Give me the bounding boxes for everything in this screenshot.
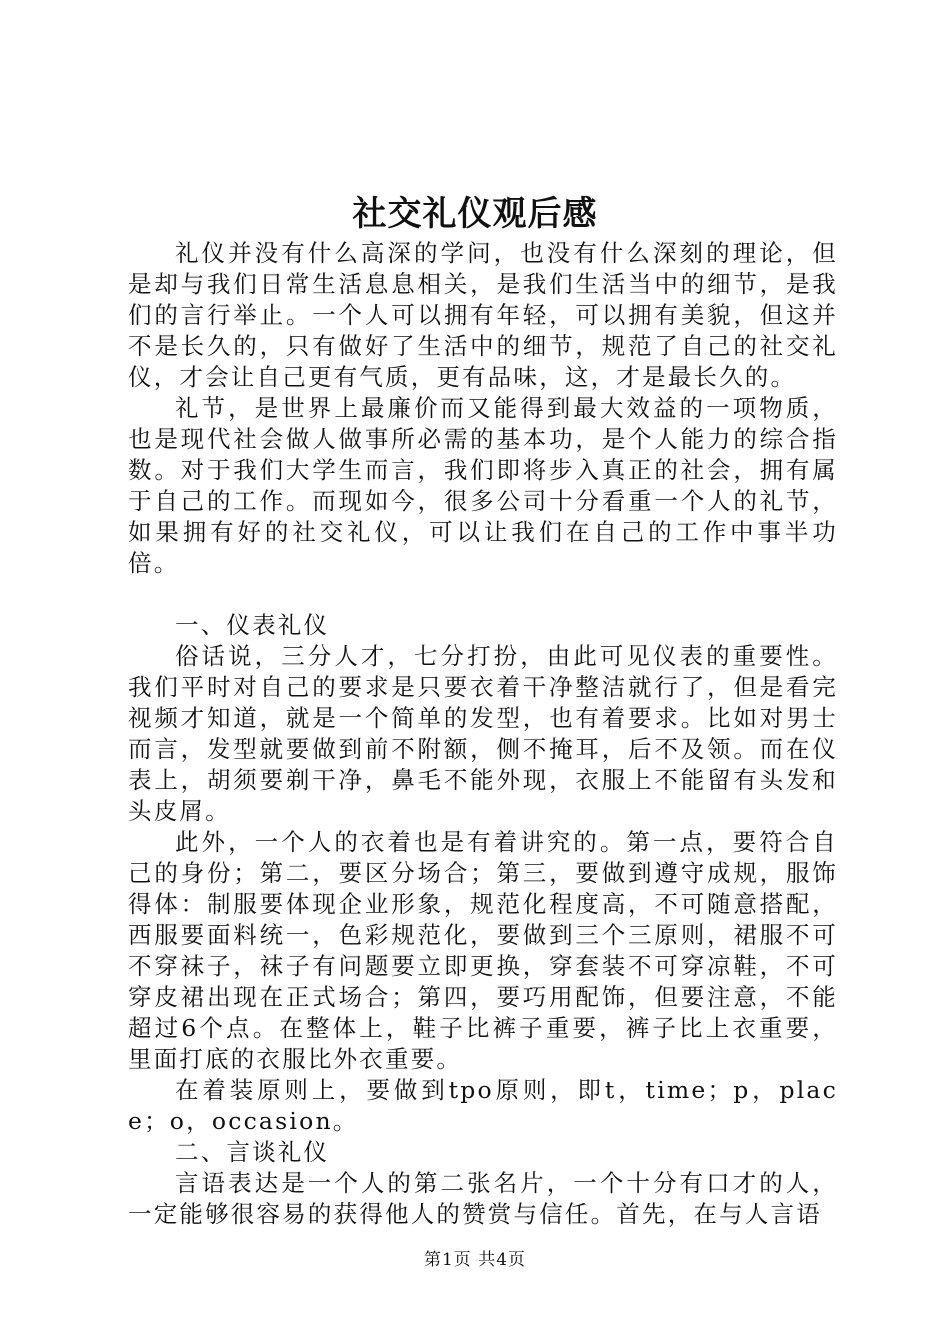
paragraph-speech: 言语表达是一个人的第二张名片，一个十分有口才的人，一定能够很容易的获得他人的赞赏与信任。首先，在与人言语 <box>128 1169 838 1228</box>
section-heading-speech: 二、言谈礼仪 <box>175 1138 330 1166</box>
paragraph-etiquette-value: 礼节，是世界上最廉价而又能得到最大效益的一项物质，也是现代社会做人做事所必需的基本功，是个人能力的综合指数。对于我们大学生而言，我们即将步入真正的社会，拥有属于自己的工作。而现如今，很多公司十分看重一个人的礼节，如果拥有好的社交礼仪，可以让我们在自己的工作中事半功倍。 <box>128 394 838 577</box>
document-title: 社交礼仪观后感 <box>352 194 598 234</box>
paragraph-clothing: 此外，一个人的衣着也是有着讲究的。第一点，要符合自己的身份；第二，要区分场合；第三，要做到遵守成规，服饰得体：制服要体现企业形象，规范化程度高，不可随意搭配，西服要面料统一，色彩规范化，要做到三个三原则，裙服不可不穿袜子，袜子有问题要立即更换，穿套装不可穿凉鞋，不可穿皮裙出现在正式场合；第四，要巧用配饰，但要注意，不能超过6个点。在整体上，鞋子比裤子重要，裤子比上衣重要，里面打底的衣服比外衣重要。 <box>128 828 838 1073</box>
page-footer: 第1页 共4页 <box>423 1250 527 1270</box>
document-body <box>128 238 838 1230</box>
paragraph-tpo-principle: 在着装原则上，要做到tpo原则，即t，time；p，place；o，occasion。 <box>128 1076 838 1135</box>
paragraph-spacer <box>128 579 838 610</box>
section-heading-appearance: 一、仪表礼仪 <box>175 611 330 639</box>
paragraph-intro: 礼仪并没有什么高深的学问，也没有什么深刻的理论，但是却与我们日常生活息息相关，是我们生活当中的细节，是我们的言行举止。一个人可以拥有年轻，可以拥有美貌，但这并不是长久的，只有做好了生活中的细节，规范了自己的社交礼仪，才会让自己更有气质，更有品味，这，才是最长久的。 <box>128 239 838 391</box>
paragraph-appearance: 俗话说，三分人才，七分打扮，由此可见仪表的重要性。我们平时对自己的要求是只要衣着干净整洁就行了，但是看完视频才知道，就是一个简单的发型，也有着要求。比如对男士而言，发型就要做到前不附额，侧不掩耳，后不及领。而在仪表上，胡须要剃干净，鼻毛不能外现，衣服上不能留有头发和头皮屑。 <box>128 642 838 825</box>
